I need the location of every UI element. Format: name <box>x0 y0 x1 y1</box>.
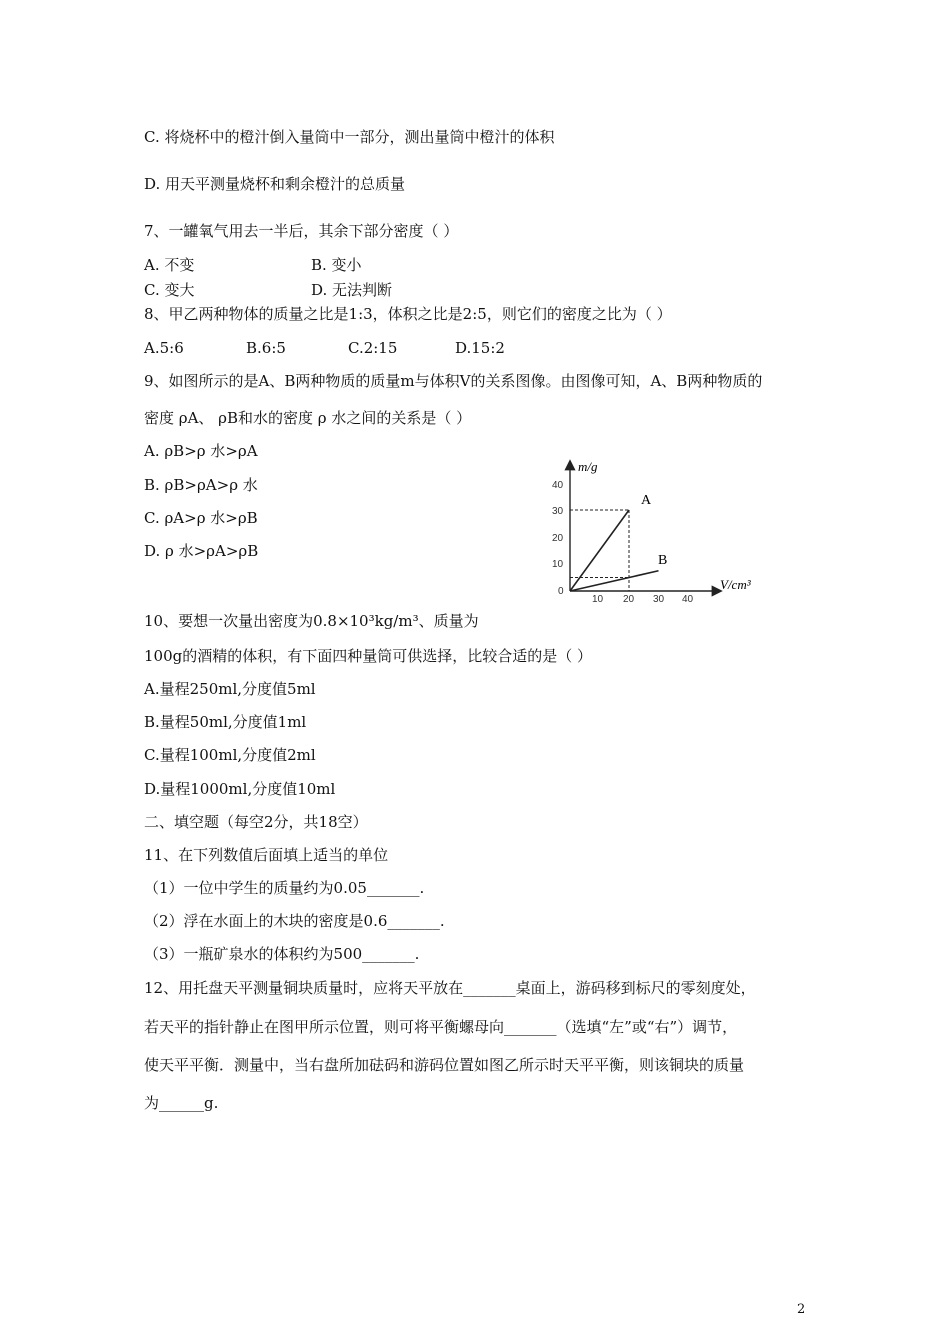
x-tick-40: 40 <box>682 594 694 605</box>
q7-option-c: C. 变大 <box>144 281 195 299</box>
q9-option-b: B. ρB>ρA>ρ 水 <box>144 476 258 494</box>
q7-options-row1 <box>144 255 362 275</box>
line-a-label: A <box>641 493 652 508</box>
y-tick-30: 30 <box>552 506 564 517</box>
page-number: 2 <box>797 1302 806 1317</box>
q11-item-1: （1）一位中学生的质量约为0.05_______. <box>144 879 425 897</box>
q10-option-c: C.量程100ml,分度值2ml <box>144 746 316 764</box>
y-tick-0: 0 <box>558 586 564 597</box>
q8-option-a: A.5:6 <box>144 339 184 357</box>
q9-stem-line2: 密度 ρA、 ρB和水的密度 ρ 水之间的关系是（ ） <box>144 409 472 427</box>
q7-stem: 7、一罐氧气用去一半后，其余下部分密度（ ） <box>144 222 459 240</box>
q12-line3: 使天平平衡．测量中，当右盘所加砝码和游码位置如图乙所示时天平平衡，则该铜块的质量 <box>144 1056 745 1074</box>
q6-option-c: C. 将烧杯中的橙汁倒入量筒中一部分，测出量筒中橙汁的体积 <box>144 128 555 146</box>
q10-option-d: D.量程1000ml,分度值10ml <box>144 780 336 798</box>
y-axis-label: m/g <box>578 459 598 474</box>
y-tick-10: 10 <box>552 559 564 570</box>
q8-option-d: D.15:2 <box>455 339 505 357</box>
x-tick-30: 30 <box>653 594 665 605</box>
q10-option-b: B.量程50ml,分度值1ml <box>144 713 307 731</box>
y-tick-20: 20 <box>552 533 564 544</box>
q8-option-b: B.6:5 <box>246 339 286 357</box>
x-tick-20: 20 <box>623 594 635 605</box>
line-b-label: B <box>658 553 668 568</box>
q8-options <box>144 338 505 358</box>
section-2-heading: 二、填空题（每空2分，共18空） <box>144 813 368 831</box>
x-axis-label: V/cm³ <box>720 577 751 592</box>
q9-option-d: D. ρ 水>ρA>ρB <box>144 542 259 560</box>
q7-option-a: A. 不变 <box>144 256 195 274</box>
q11-item-2: （2）浮在水面上的木块的密度是0.6_______. <box>144 912 445 930</box>
q10-stem-line1: 10、要想一次量出密度为0.8×10³kg/m³、质量为 <box>144 612 479 630</box>
q12-line2: 若天平的指针静止在图甲所示位置，则可将平衡螺母向_______（选填“左”或“右”）调节， <box>144 1018 738 1036</box>
q12-line4: 为______g. <box>144 1094 219 1112</box>
q7-options-row2 <box>144 280 392 300</box>
q11-stem: 11、在下列数值后面填上适当的单位 <box>144 846 389 864</box>
q8-stem: 8、甲乙两种物体的质量之比是1:3，体积之比是2:5，则它们的密度之比为（ ） <box>144 305 672 323</box>
q10-stem-line2: 100g的酒精的体积，有下面四种量筒可供选择，比较合适的是（ ） <box>144 647 593 665</box>
q7-option-b: B. 变小 <box>311 256 362 274</box>
q9-option-a: A. ρB>ρ 水>ρA <box>144 442 258 460</box>
q8-option-c: C.2:15 <box>348 339 398 357</box>
x-tick-10: 10 <box>592 594 604 605</box>
y-tick-40: 40 <box>552 480 564 491</box>
q7-option-d: D. 无法判断 <box>311 281 393 299</box>
q12-line1: 12、用托盘天平测量铜块质量时，应将天平放在_______桌面上，游码移到标尺的零刻度处， <box>144 979 756 997</box>
q10-option-a: A.量程250ml,分度值5ml <box>144 680 316 698</box>
q9-stem-line1: 9、如图所示的是A、B两种物质的质量m与体积V的关系图像。由图像可知，A、B两种物质的 <box>144 372 763 390</box>
q11-item-3: （3）一瓶矿泉水的体积约为500_______. <box>144 945 420 963</box>
mass-volume-graph <box>548 456 770 606</box>
q6-option-d: D. 用天平测量烧杯和剩余橙汁的总质量 <box>144 175 406 193</box>
q9-option-c: C. ρA>ρ 水>ρB <box>144 509 258 527</box>
